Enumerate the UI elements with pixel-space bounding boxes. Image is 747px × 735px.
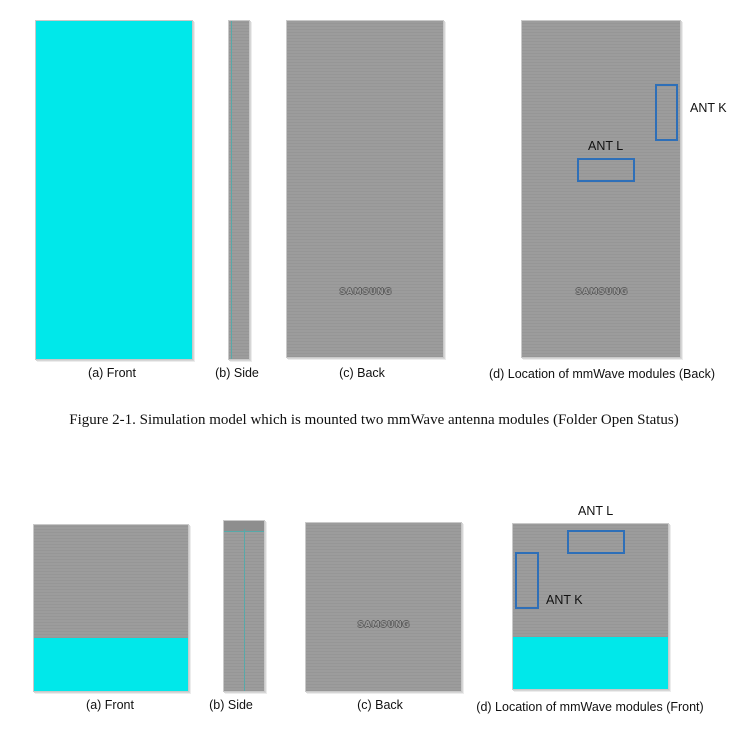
label-front: (a) Front xyxy=(88,366,136,380)
samsung-logo: SAMSUNG xyxy=(339,287,393,296)
open-back-view xyxy=(286,20,444,358)
closed-back-view xyxy=(305,522,462,692)
label-back: (c) Back xyxy=(339,366,385,380)
figure-caption: Figure 2-1. Simulation model which is mounted two mmWave antenna modules (Folder Open Status) xyxy=(69,412,679,428)
front-screen xyxy=(34,638,188,692)
samsung-logo: SAMSUNG xyxy=(357,620,411,629)
location-screen xyxy=(513,637,668,690)
label-front: (a) Front xyxy=(86,698,134,712)
side-hinge-line xyxy=(244,529,245,691)
ant-l-module xyxy=(567,530,625,554)
closed-front-view xyxy=(33,524,189,692)
ant-l-label: ANT L xyxy=(578,504,614,518)
ant-k-label: ANT K xyxy=(690,101,727,115)
label-back: (c) Back xyxy=(357,698,403,712)
ant-l-label: ANT L xyxy=(588,139,624,153)
ant-k-module xyxy=(515,552,539,609)
open-side-view xyxy=(228,20,250,360)
front-cover xyxy=(34,525,188,638)
side-edge-line xyxy=(231,21,232,359)
label-location: (d) Location of mmWave modules (Back) xyxy=(488,367,716,381)
open-location-view xyxy=(521,20,681,358)
label-location: (d) Location of mmWave modules (Front) xyxy=(476,700,704,714)
open-front-view xyxy=(35,20,193,360)
ant-k-label: ANT K xyxy=(546,593,583,607)
side-top-rule xyxy=(224,531,264,532)
samsung-logo: SAMSUNG xyxy=(575,287,629,296)
ant-l-module xyxy=(577,158,635,182)
label-side: (b) Side xyxy=(215,366,259,380)
ant-k-module xyxy=(655,84,678,141)
label-side: (b) Side xyxy=(209,698,253,712)
closed-side-view xyxy=(223,520,265,692)
